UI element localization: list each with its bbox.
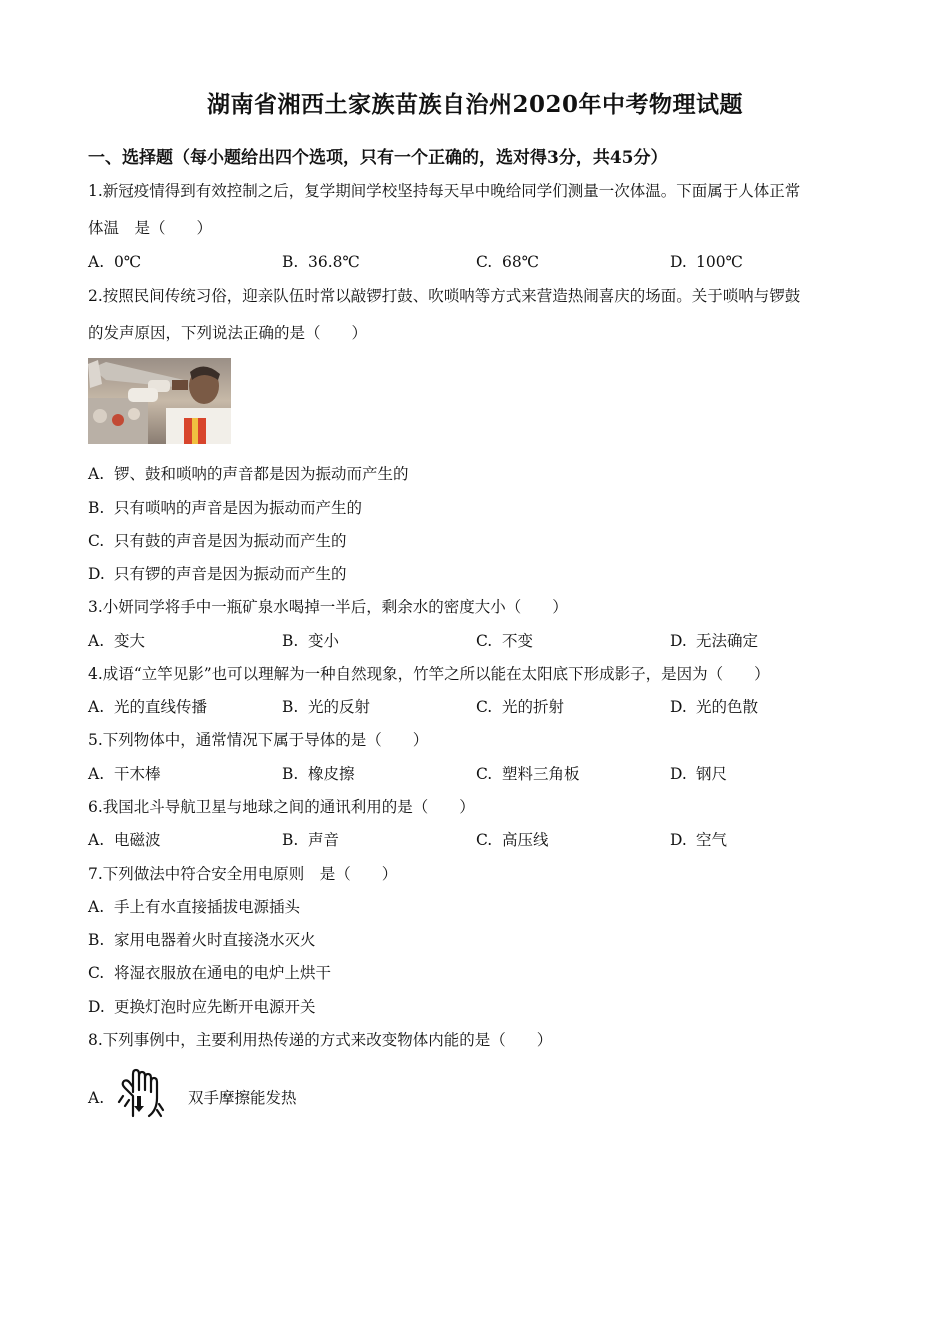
option-letter: B.	[282, 765, 299, 783]
q1-option-a	[88, 252, 141, 272]
option-letter: C.	[476, 632, 493, 650]
q5-option-c	[476, 764, 580, 784]
q6-option-d	[670, 830, 727, 850]
option-letter: D.	[670, 253, 687, 271]
option-letter: D.	[670, 831, 687, 849]
q5-option-d	[670, 764, 727, 784]
option-letter: A.	[88, 465, 105, 483]
option-text: 将湿衣服放在通电的电炉上烘干	[114, 964, 332, 982]
option-letter: A.	[88, 632, 105, 650]
q2-option-a	[88, 464, 409, 484]
q6-option-b	[282, 830, 339, 850]
option-letter: D.	[670, 632, 687, 650]
option-letter: D.	[88, 565, 105, 583]
q2-stem-line2: 的发声原因，下列说法正确的是（ ）	[88, 324, 368, 342]
option-text: 手上有水直接插拔电源插头	[114, 898, 301, 916]
option-text: 光的反射	[308, 698, 371, 716]
option-text: 100℃	[696, 253, 743, 271]
option-letter: B.	[282, 632, 299, 650]
option-text: 高压线	[502, 831, 549, 849]
option-letter: D.	[670, 765, 687, 783]
option-letter: A.	[88, 898, 105, 916]
option-letter: B.	[88, 499, 105, 517]
option-text: 光的色散	[696, 698, 759, 716]
option-letter: B.	[282, 831, 299, 849]
option-letter: C.	[476, 698, 493, 716]
option-letter: B.	[282, 698, 299, 716]
q3-option-c	[476, 631, 533, 651]
option-text: 变大	[114, 632, 146, 650]
option-text: 橡皮擦	[308, 765, 355, 783]
option-text: 塑料三角板	[502, 765, 580, 783]
option-letter: C.	[476, 831, 493, 849]
q2-option-b	[88, 498, 362, 518]
option-text: 只有鼓的声音是因为振动而产生的	[114, 532, 347, 550]
rubbing-hands-drawing	[115, 1066, 165, 1120]
q4-option-b	[282, 697, 370, 717]
q4-option-c	[476, 697, 564, 717]
option-letter: B.	[88, 931, 105, 949]
q1-option-b	[282, 252, 360, 272]
q7-option-a	[88, 897, 300, 917]
option-text: 空气	[696, 831, 728, 849]
option-text: 无法确定	[696, 632, 759, 650]
option-text: 光的折射	[502, 698, 565, 716]
option-letter: A.	[88, 698, 105, 716]
option-letter: A.	[88, 831, 105, 849]
q7-option-c	[88, 963, 331, 983]
option-letter: C.	[476, 253, 493, 271]
option-letter: C.	[476, 765, 493, 783]
q1-stem-line2: 体温 是（ ）	[88, 219, 213, 237]
option-text: 家用电器着火时直接浇水灭火	[114, 931, 316, 949]
option-letter: A.	[88, 253, 105, 271]
option-text: 声音	[308, 831, 340, 849]
option-text: 36.8℃	[308, 253, 360, 271]
q3-option-d	[670, 631, 758, 651]
q5-stem: 5.下列物体中，通常情况下属于导体的是（ ）	[88, 731, 429, 749]
q1-stem-line1: 1.新冠疫情得到有效控制之后，复学期间学校坚持每天早中晚给同学们测量一次体温。下面属于人体正常	[88, 182, 801, 200]
q8-stem: 8.下列事例中，主要利用热传递的方式来改变物体内能的是（ ）	[88, 1031, 553, 1049]
option-letter: A.	[88, 765, 105, 783]
q6-option-c	[476, 830, 549, 850]
exam-title: 湖南省湘西土家族苗族自治州2020年中考物理试题	[206, 91, 743, 118]
q4-option-a	[88, 697, 207, 717]
option-text: 锣、鼓和唢呐的声音都是因为振动而产生的	[114, 465, 409, 483]
section-heading: 一、选择题（每小题给出四个选项，只有一个正确的，选对得3分，共45分）	[88, 148, 668, 168]
option-text: 更换灯泡时应先断开电源开关	[114, 998, 316, 1016]
q8-option-a-letter: A.	[88, 1089, 105, 1107]
q4-option-d	[670, 697, 758, 717]
q7-option-d	[88, 997, 316, 1017]
option-text: 干木棒	[114, 765, 161, 783]
option-text: 电磁波	[114, 831, 161, 849]
q5-option-a	[88, 764, 161, 784]
rubbing-hands-icon	[115, 1066, 165, 1120]
option-text: 不变	[502, 632, 534, 650]
q2-option-c	[88, 531, 347, 551]
option-text: 只有锣的声音是因为振动而产生的	[114, 565, 347, 583]
option-text: 钢尺	[696, 765, 728, 783]
option-letter: D.	[670, 698, 687, 716]
q3-stem: 3.小妍同学将手中一瓶矿泉水喝掉一半后，剩余水的密度大小（ ）	[88, 598, 568, 616]
q7-stem: 7.下列做法中符合安全用电原则 是（ ）	[88, 865, 398, 883]
option-letter: C.	[88, 532, 105, 550]
option-letter: D.	[88, 998, 105, 1016]
option-text: 变小	[308, 632, 340, 650]
suona-player-photo	[88, 358, 231, 444]
q4-stem: 4.成语“立竿见影”也可以理解为一种自然现象，竹竿之所以能在太阳底下形成影子，是因为（ ）	[88, 665, 770, 683]
q1-option-c	[476, 252, 539, 272]
q6-option-a	[88, 830, 161, 850]
q2-stem-line1: 2.按照民间传统习俗，迎亲队伍时常以敲锣打鼓、吹唢呐等方式来营造热闹喜庆的场面。关于唢呐与锣鼓	[88, 287, 801, 305]
option-text: 光的直线传播	[114, 698, 208, 716]
option-text: 只有唢呐的声音是因为振动而产生的	[114, 499, 363, 517]
q5-option-b	[282, 764, 355, 784]
q1-option-d	[670, 252, 743, 272]
option-letter: C.	[88, 964, 105, 982]
q6-stem: 6.我国北斗导航卫星与地球之间的通讯利用的是（ ）	[88, 798, 475, 816]
option-letter: B.	[282, 253, 299, 271]
q3-option-a	[88, 631, 145, 651]
q7-option-b	[88, 930, 316, 950]
option-text: 68℃	[502, 253, 540, 271]
option-text: 0℃	[114, 253, 142, 271]
q3-option-b	[282, 631, 339, 651]
suona-player-image	[88, 358, 231, 444]
q2-option-d	[88, 564, 347, 584]
q8-option-a-text: 双手摩擦能发热	[188, 1089, 297, 1107]
